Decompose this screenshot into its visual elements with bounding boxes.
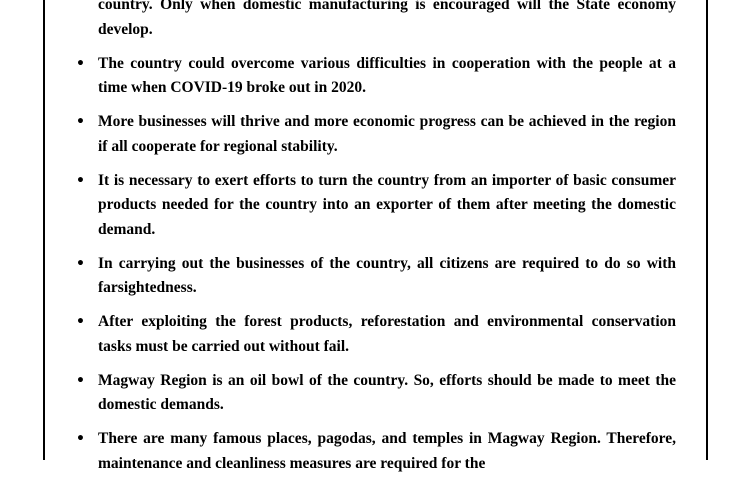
bullet-list: [76, 0, 676, 486]
paragraph-text: There are many famous places, pagodas, and temples in Magway Region. Therefore, maintenance and cleanliness measures are required for the: [98, 430, 676, 472]
bullet-icon: •: [76, 55, 85, 72]
list-item: [76, 52, 676, 101]
page-border-right: [706, 0, 708, 460]
paragraph-text: It is necessary to exert efforts to turn the country from an importer of basic consumer products needed for the country into an exporter of them after meeting the domestic demand.: [98, 171, 676, 238]
bullet-icon: •: [76, 172, 85, 189]
list-item-continuation: [76, 0, 676, 42]
paragraph-text: Magway Region is an oil bowl of the country. So, efforts should be made to meet the domestic demands.: [98, 371, 676, 413]
paragraph-text: The country could overcome various difficulties in cooperation with the people at a time when COVID-19 broke out in 2020.: [98, 54, 676, 96]
list-item: [76, 369, 676, 418]
list-item: [76, 169, 676, 243]
bullet-icon: •: [76, 114, 85, 130]
bullet-icon: •: [76, 255, 85, 272]
paragraph-text: After exploiting the forest products, reforestation and environmental conservation tasks must be carried out without fail.: [98, 313, 676, 355]
paragraph-text: country. Only when domestic manufacturing is encouraged will the State economy develop.: [98, 0, 676, 38]
paragraph-text: More businesses will thrive and more economic progress can be achieved in the region if all cooperate for regional stability.: [98, 113, 676, 155]
list-item: [76, 310, 676, 359]
list-item: [76, 252, 676, 301]
paragraph-text: In carrying out the businesses of the country, all citizens are required to do so with farsightedness.: [98, 254, 676, 296]
page-border-left: [43, 0, 45, 460]
bullet-icon: •: [76, 314, 85, 330]
bullet-icon: •: [76, 372, 85, 389]
list-item: [76, 427, 676, 476]
list-item: [76, 110, 676, 159]
bullet-icon: •: [76, 431, 85, 447]
